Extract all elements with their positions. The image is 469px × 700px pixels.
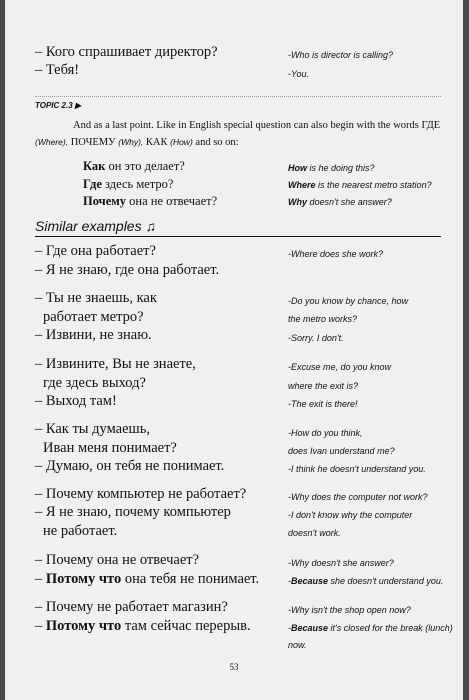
d1-line-1-ru: – Где она работает? (35, 243, 156, 259)
d4-line-3-en: -I think he doesn't understand you. (288, 464, 426, 474)
page-number: 53 (229, 662, 239, 672)
d1-line-1-en: -Where does she work? (288, 249, 384, 259)
d2-line-3-en: -Sorry. I don't. (288, 333, 344, 343)
intro-line-2-en: -You. (288, 69, 310, 79)
d3-line-1-ru: – Извините, Вы не знаете, (35, 356, 196, 372)
d2-line-2-ru: работает метро? (43, 309, 144, 325)
topic-where: (Where), (35, 137, 69, 147)
topic-text-2f: and so on: (192, 137, 239, 148)
d7-line-2-en: -Because it's closed for the break (lunch) (288, 623, 453, 633)
d3-line-3-ru: – Выход там! (35, 393, 117, 409)
d2-line-3-ru: – Извини, не знаю. (35, 327, 152, 343)
example-1-ru: Как он это делает? (83, 159, 185, 173)
example-1-en: How is he doing this? (288, 163, 375, 173)
topic-paragraph (35, 118, 450, 151)
topic-why: (Why), (118, 137, 144, 147)
d7-line-1-ru: – Почему не работает магазин? (35, 599, 228, 615)
topic-how: (How) (170, 137, 193, 147)
d6-line-2-ru: – Потому что она тебя не понимает. (35, 571, 260, 587)
section-divider (35, 236, 441, 237)
topic-label: TOPIC 2.3 ▶ (35, 101, 82, 110)
d4-line-3-ru: – Думаю, он тебя не понимает. (35, 458, 225, 474)
example-3-en: Why doesn't she answer? (288, 197, 392, 207)
d5-line-2-en: -I don't know why the computer (288, 510, 413, 520)
d6-line-1-ru: – Почему она не отвечает? (35, 552, 200, 568)
book-page (5, 0, 463, 700)
d3-line-3-en: -The exit is there! (288, 399, 358, 409)
topic-text-2b: ПОЧЕМУ (68, 137, 119, 148)
example-2-en: Where is the nearest metro station? (288, 180, 432, 190)
intro-line-2-ru: – Тебя! (35, 62, 80, 78)
d2-line-1-ru: – Ты не знаешь, как (35, 290, 157, 306)
d5-line-1-en: -Why does the computer not work? (288, 492, 428, 502)
d3-line-2-ru: где здесь выход? (43, 375, 146, 391)
intro-line-1-en: -Who is director is calling? (288, 50, 394, 60)
d7-line-1-en: -Why isn't the shop open now? (288, 605, 411, 615)
topic-text-2d: КАК (143, 137, 171, 148)
d7-line-2-ru: – Потому что там сейчас перерыв. (35, 618, 251, 634)
topic-text-1: And as a last point. Like in English special question can also begin with the words ГДЕ (73, 120, 441, 131)
d5-line-3-en: doesn't work. (288, 528, 341, 538)
d4-line-1-ru: – Как ты думаешь, (35, 421, 150, 437)
d7-line-3-en: now. (288, 640, 307, 650)
d4-line-2-ru: Иван меня понимает? (43, 440, 177, 456)
d2-line-1-en: -Do you know by chance, how (288, 296, 409, 306)
d3-line-1-en: -Excuse me, do you know (288, 362, 392, 372)
d2-line-2-en: the metro works? (288, 314, 358, 324)
d4-line-1-en: -How do you think, (288, 428, 363, 438)
example-2-ru: Где здесь метро? (83, 177, 174, 191)
section-title: Similar examples ♫ (35, 218, 156, 234)
intro-line-1-ru: – Кого спрашивает директор? (35, 44, 218, 60)
d6-line-2-en: -Because she doesn't understand you. (288, 576, 444, 586)
d5-line-1-ru: – Почему компьютер не работает? (35, 486, 247, 502)
example-3-ru: Почему она не отвечает? (83, 194, 218, 208)
d6-line-1-en: -Why doesn't she answer? (288, 558, 394, 568)
d5-line-3-ru: не работает. (43, 523, 118, 539)
d4-line-2-en: does Ivan understand me? (288, 446, 395, 456)
d1-line-2-ru: – Я не знаю, где она работает. (35, 262, 220, 278)
d3-line-2-en: where the exit is? (288, 381, 359, 391)
d5-line-2-ru: – Я не знаю, почему компьютер (35, 504, 231, 520)
top-divider (35, 96, 441, 97)
